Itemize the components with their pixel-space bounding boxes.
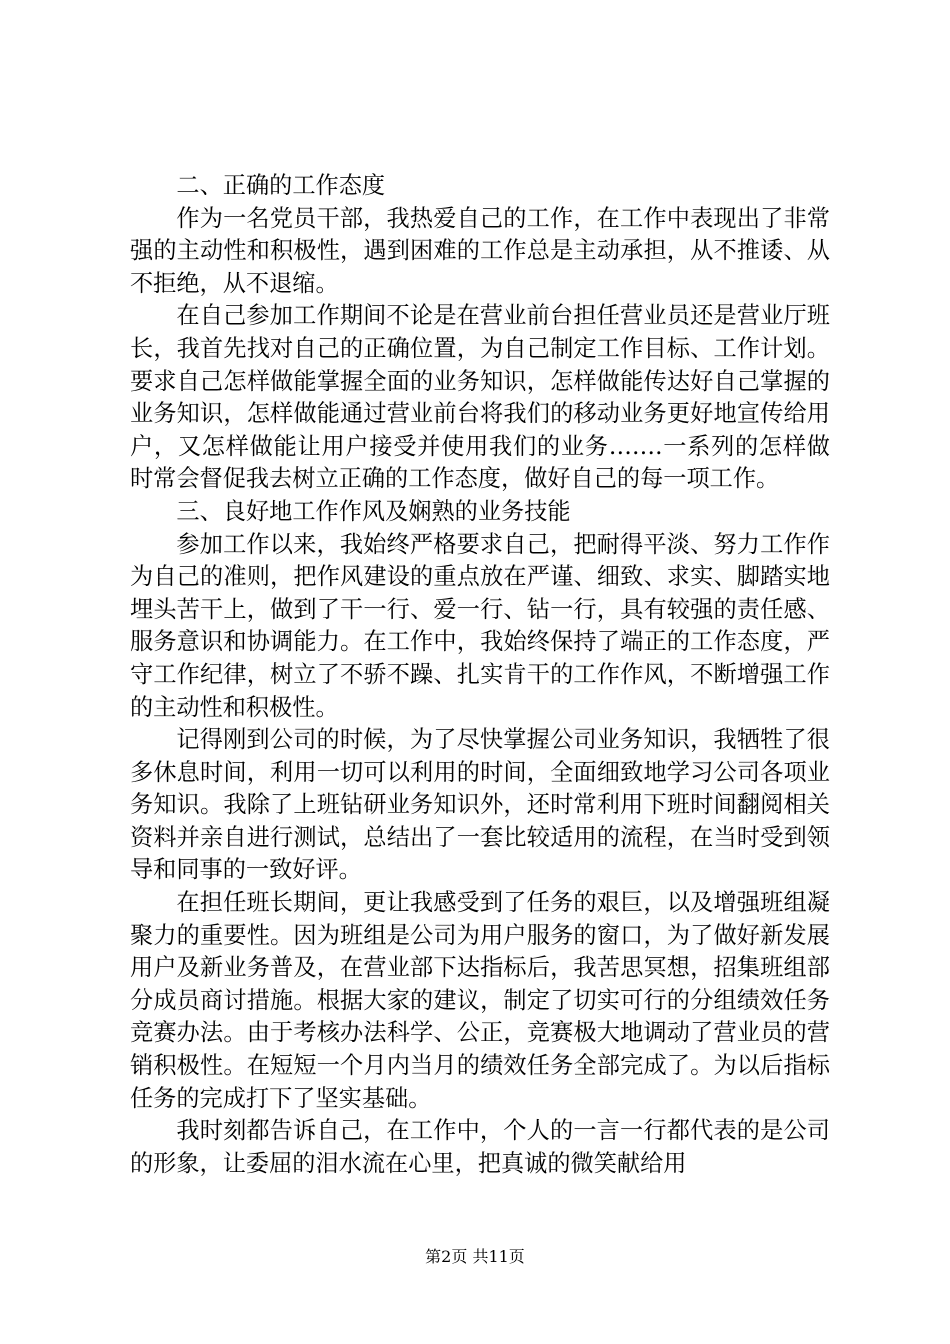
paragraph-party-member: 作为一名党员干部，我热爱自己的工作，在工作中表现出了非常强的主动性和积极性，遇到困难的工作总是主动承担，从不推诿、从不拒绝，从不退缩。 <box>130 204 830 297</box>
paragraph-front-desk: 在自己参加工作期间不论是在营业前台担任营业员还是营业厅班长，我首先找对自己的正确位置，为自己制定工作目标、工作计划。要求自己怎样做能掌握全面的业务知识，怎样做能传达好自己掌握的业务知识，怎样做能通过营业前台将我们的移动业务更好地宣传给用户，又怎样做能让用户接受并使用我们的业务…….一系列的怎样做时常会督促我去树立正确的工作态度，做好自己的每一项工作。 <box>130 302 830 493</box>
page-number-footer: 第2页 共11页 <box>425 1247 525 1266</box>
paragraph-company-image: 我时刻都告诉自己，在工作中，个人的一言一行都代表的是公司的形象，让委屈的泪水流在心里，把真诚的微笑献给用 <box>130 1117 830 1177</box>
paragraph-strict-requirements: 参加工作以来，我始终严格要求自己，把耐得平淡、努力工作作为自己的准则，把作风建设的重点放在严谨、细致、求实、脚踏实地埋头苦干上，做到了干一行、爱一行、钻一行，具有较强的责任感、服务意识和协调能力。在工作中，我始终保持了端正的工作态度，严守工作纪律，树立了不骄不躁、扎实肯干的工作作风，不断增强工作的主动性和积极性。 <box>130 530 830 721</box>
document-body <box>130 170 830 1180</box>
paragraph-learning: 记得刚到公司的时候，为了尽快掌握公司业务知识，我牺牲了很多休息时间，利用一切可以利用的时间，全面细致地学习公司各项业务知识。我除了上班钻研业务知识外，还时常利用下班时间翻阅相关资料并亲自进行测试，总结出了一套比较适用的流程，在当时受到领导和同事的一致好评。 <box>130 726 830 884</box>
section-heading-work-style: 三、良好地工作作风及娴熟的业务技能 <box>176 497 571 525</box>
paragraph-team-leader: 在担任班长期间，更让我感受到了任务的艰巨，以及增强班组凝聚力的重要性。因为班组是公司为用户服务的窗口，为了做好新发展用户及新业务普及，在营业部下达指标后，我苦思冥想，招集班组部分成员商讨措施。根据大家的建议，制定了切实可行的分组绩效任务竞赛办法。由于考核办法科学、公正，竞赛极大地调动了营业员的营销积极性。在短短一个月内当月的绩效任务全部完成了。为以后指标任务的完成打下了坚实基础。 <box>130 889 830 1112</box>
section-heading-attitude: 二、正确的工作态度 <box>176 172 386 199</box>
